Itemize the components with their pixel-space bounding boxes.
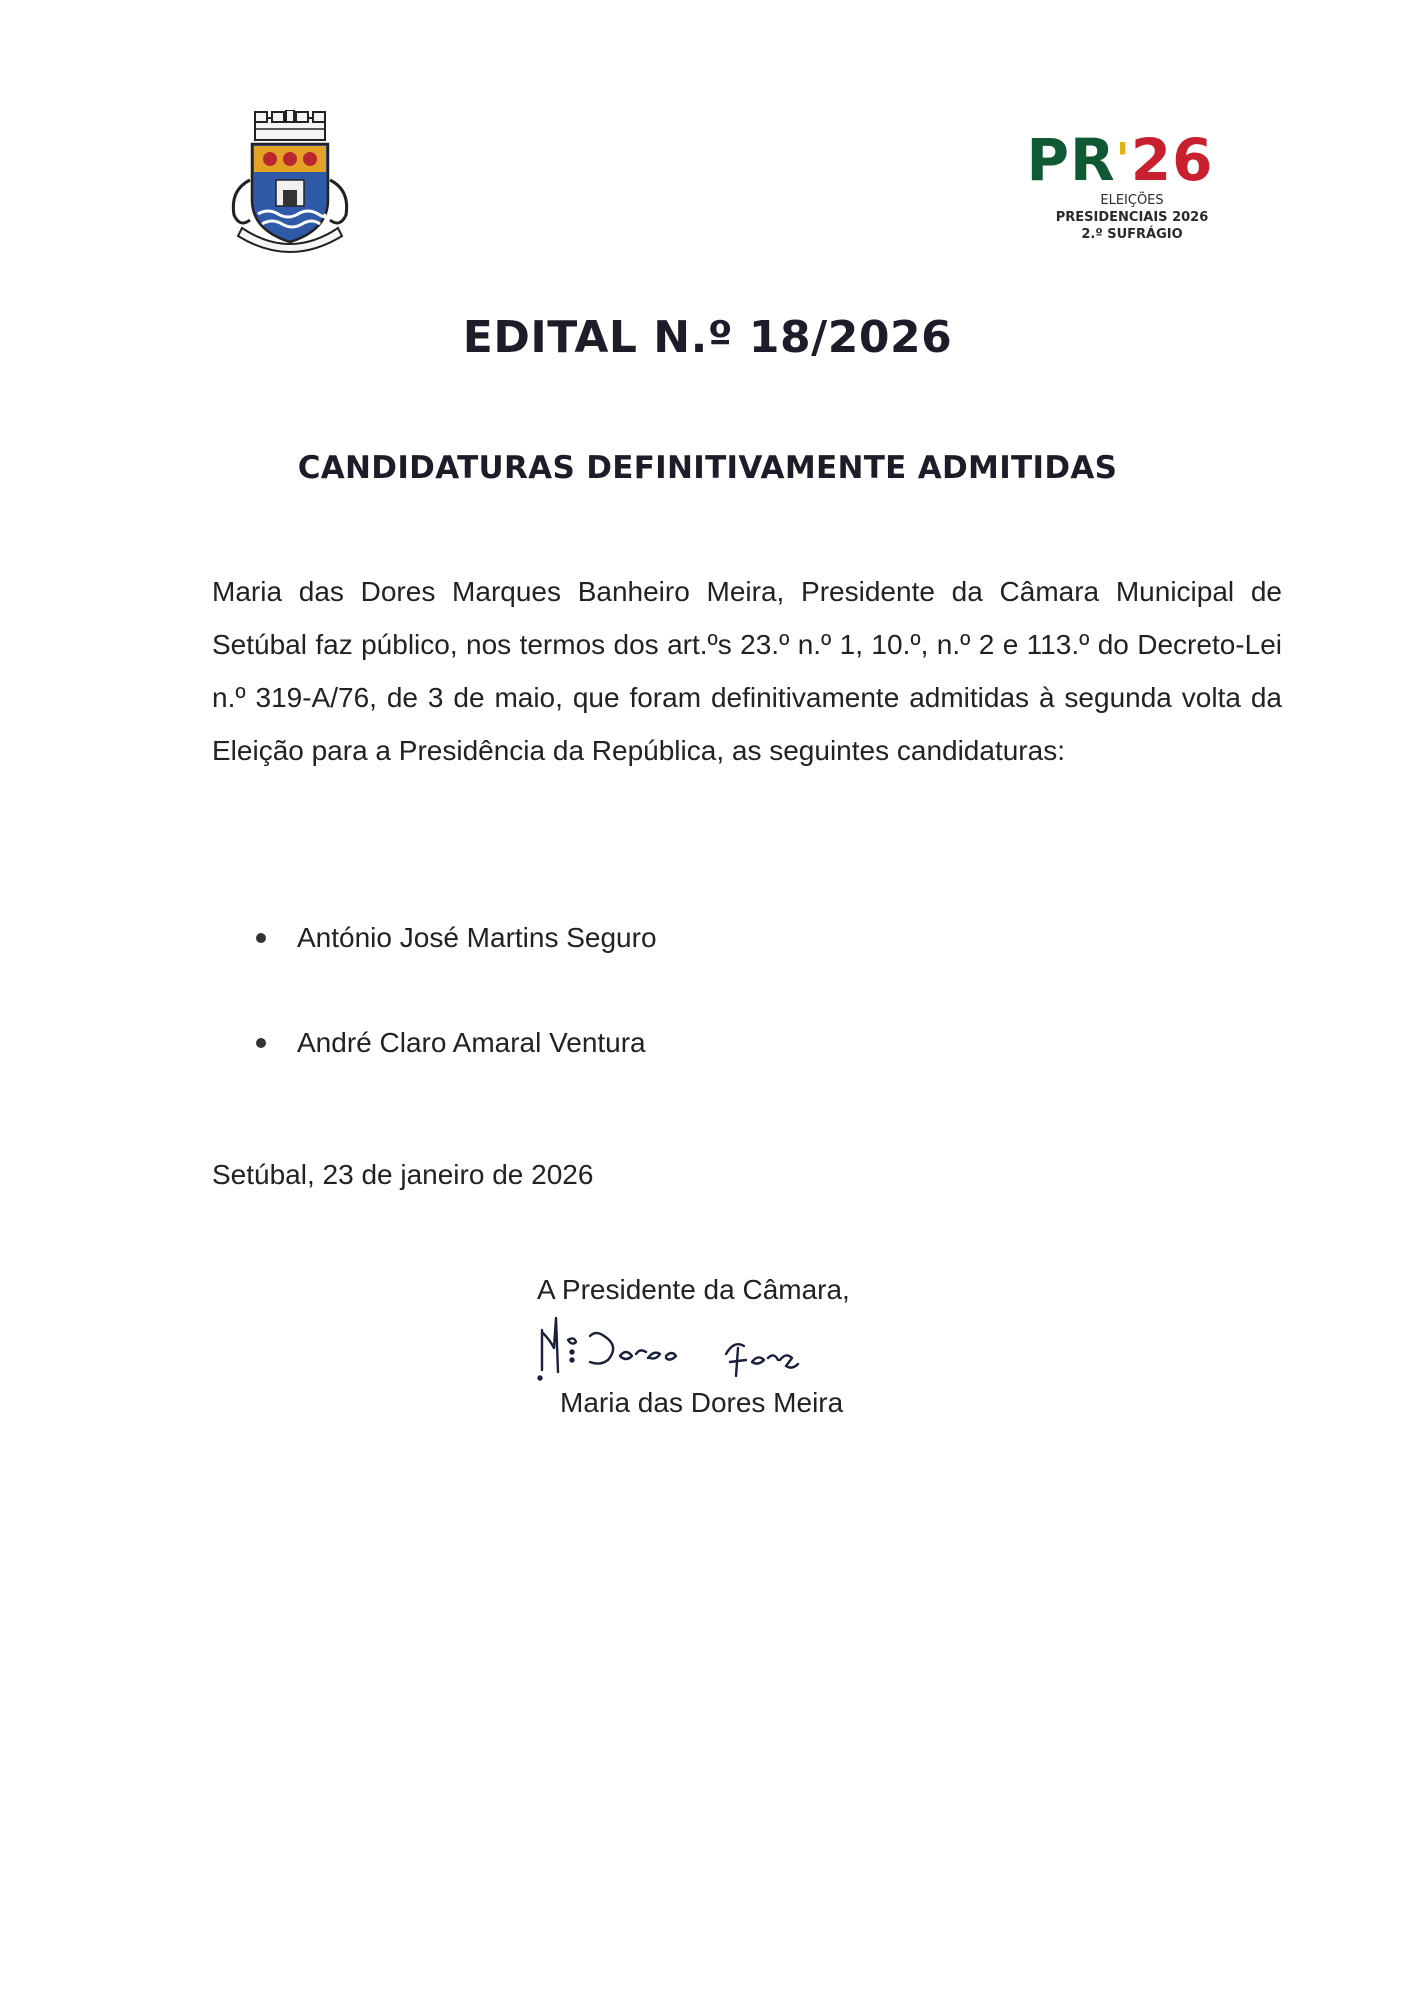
bullet-icon bbox=[256, 1038, 266, 1048]
pr26-mark bbox=[1005, 128, 1235, 192]
pr26-subtitle bbox=[1029, 192, 1235, 243]
handwritten-signature-icon bbox=[530, 1310, 850, 1390]
candidate-item bbox=[250, 1023, 657, 1063]
candidate-item bbox=[250, 918, 657, 958]
candidate-name: André Claro Amaral Ventura bbox=[297, 1027, 646, 1058]
pr26-line-eleicoes: ELEIÇÕES bbox=[1100, 193, 1164, 208]
edital-body: Maria das Dores Marques Banheiro Meira, Presidente da Câmara Municipal de Setúbal faz público, nos termos dos art.ºs 23.º n.º 1, 10.º, n.º 2 e 113.º do Decreto-Lei n.º 319-A/76, de 3 de maio, que foram definitivamente admitidas à segunda volta da Eleição para a Presidência da República, as seguintes candidaturas: bbox=[212, 576, 1282, 766]
pr26-line-sufragio: 2.º SUFRÁGIO bbox=[1081, 227, 1183, 242]
pr26-mark-number: 26 bbox=[1130, 126, 1214, 194]
edital-title: EDITAL N.º 18/2026 bbox=[462, 312, 953, 363]
pr26-mark-pr: PR bbox=[1026, 126, 1116, 194]
signatory-name: Maria das Dores Meira bbox=[560, 1387, 844, 1418]
setubal-coat-of-arms-icon bbox=[220, 110, 360, 260]
pr26-line-presidenciais: PRESIDENCIAIS 2026 bbox=[1055, 210, 1209, 225]
bullet-icon bbox=[256, 933, 266, 943]
pr26-mark-apostrophe: ' bbox=[1115, 133, 1131, 187]
candidate-name: António José Martins Seguro bbox=[297, 922, 657, 953]
edital-subtitle: CANDIDATURAS DEFINITIVAMENTE ADMITIDAS bbox=[297, 450, 1118, 486]
place-and-date: Setúbal, 23 de janeiro de 2026 bbox=[212, 1159, 594, 1190]
candidate-list bbox=[250, 918, 657, 1128]
pr26-election-logo bbox=[1005, 128, 1235, 248]
signature-role: A Presidente da Câmara, bbox=[537, 1274, 850, 1305]
